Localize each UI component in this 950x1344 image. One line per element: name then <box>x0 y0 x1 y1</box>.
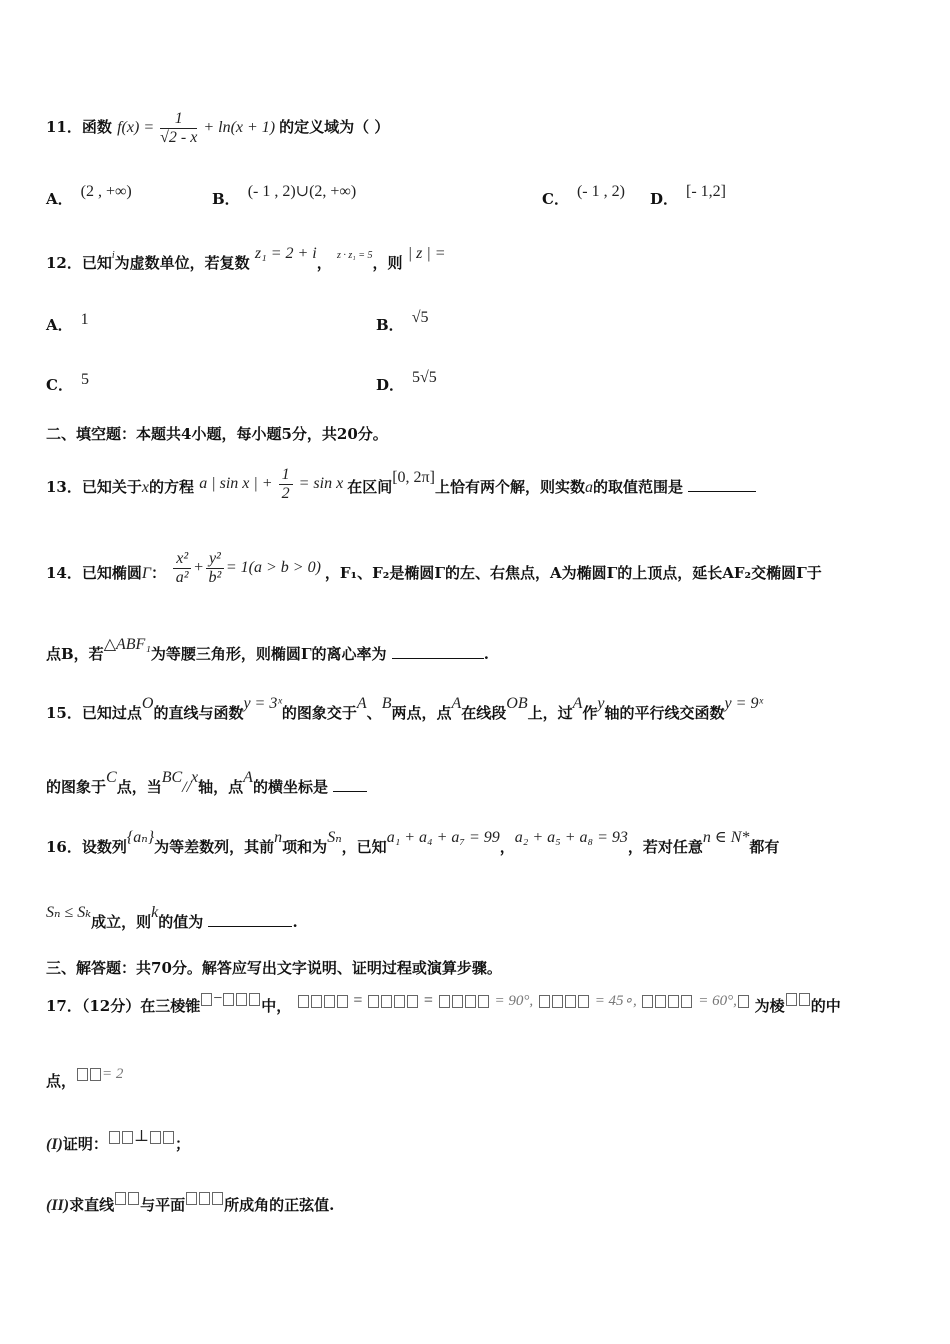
q11-tail: 的定义域为（ ） <box>279 118 390 137</box>
q11-formula-tail: + ln(x + 1) <box>203 119 276 137</box>
q11-fraction-den: √2 - x <box>160 129 198 146</box>
q11-fx: f(x) = <box>117 119 155 137</box>
q13-answer-blank[interactable] <box>688 477 756 492</box>
q14-answer-blank[interactable] <box>392 644 484 659</box>
q11-option-a[interactable]: A． (2 , +∞) <box>46 183 132 208</box>
question-11 <box>46 110 389 147</box>
question-16: 16．设数列{aₙ}为等差数列，其前n项和为Sₙ，已知a₁ + a₄ + a₇ = 99，a₂ + a₅ + a₈ = 93，若对任意n ∈ N*都有 <box>46 829 780 856</box>
q12-option-b[interactable]: B． √5 <box>376 309 429 334</box>
q11-stem: 11．函数 <box>46 118 112 137</box>
question-14-line2: 点B，若△ABF₁为等腰三角形，则椭圆Γ的离心率为 . <box>46 636 489 663</box>
q12-option-c[interactable]: C． 5 <box>46 371 89 394</box>
q15-answer-blank[interactable] <box>333 777 367 792</box>
q11-option-d[interactable]: D． [- 1,2] <box>650 183 726 208</box>
q14-ellipse-eq: $\frac{\text{x²}}{\text{a²}}$ + $\frac{\text{y²}}{\text{b²}}$ = 1(a > b > 0) <box>171 559 325 576</box>
question-17-line2: 点， = 2 <box>46 1066 124 1090</box>
q12-abs: | z | = <box>407 245 446 262</box>
section-3-heading: 三、解答题：共70分。解答应写出文字说明、证明过程或演算步骤。 <box>46 959 502 977</box>
q12-z1: z₁ = 2 + i <box>254 245 317 262</box>
q11-options <box>46 183 132 209</box>
q11-option-c[interactable]: C． (- 1 , 2) <box>542 183 625 208</box>
q16-answer-blank[interactable] <box>208 912 292 927</box>
q11-option-b[interactable]: B． (- 1 , 2)∪(2, +∞) <box>212 183 357 208</box>
question-17-part2: (II)求直线 与平面 所成角的正弦值. <box>46 1194 334 1215</box>
question-17: 17．（12分）在三棱锥 − 中， = = = 90°, = 45∘, = 60°, 为棱 的中 <box>46 990 841 1015</box>
question-15-line2: 的图象于C点，当BC//x轴，点A的横坐标是 <box>46 776 367 797</box>
section-2-heading: 二、填空题：本题共4小题，每小题5分，共20分。 <box>46 425 388 443</box>
q11-fraction <box>160 110 197 147</box>
question-17-part1: (I)证明： ⊥ ； <box>46 1128 190 1153</box>
q11-fraction-num: 1 <box>160 110 197 129</box>
question-12: 12．已知$^i$为虚数单位，若复数 z₁ = 2 + i， $^{z \cdot z_1 = 5}$，则 | z | = <box>46 245 446 272</box>
q12-i: i <box>111 250 115 261</box>
question-13: 13．已知关于x的方程 a | sin x | + $\frac{1}{2}$ = sin x 在区间[0, 2π]上恰有两个解，则实数a的取值范围是 <box>46 470 756 507</box>
question-15: 15．已知过点O的直线与函数y = 3ˣ的图象交于A、B两点，点A在线段OB上，过A作y轴的平行线交函数y = 9ˣ <box>46 695 763 722</box>
question-14: 14．已知椭圆Γ： $\frac{\text{x²}}{\text{a²}}$ + $\frac{\text{y²}}{\text{b²}}$ = 1(a > b > 0) ，F₁、F₂是椭圆Γ的左、右焦点，A为椭圆Γ的上顶点，延长AF₂交椭圆Γ于 <box>46 550 822 586</box>
q12-option-a[interactable]: A． 1 <box>46 311 89 334</box>
q12-option-d[interactable]: D． 5√5 <box>376 369 437 394</box>
q12-cond: z · z₁ = 5 <box>336 250 373 261</box>
q11-formula <box>117 110 279 146</box>
question-16-line2: Sₙ ≤ Sₖ成立，则k的值为 . <box>46 904 298 931</box>
